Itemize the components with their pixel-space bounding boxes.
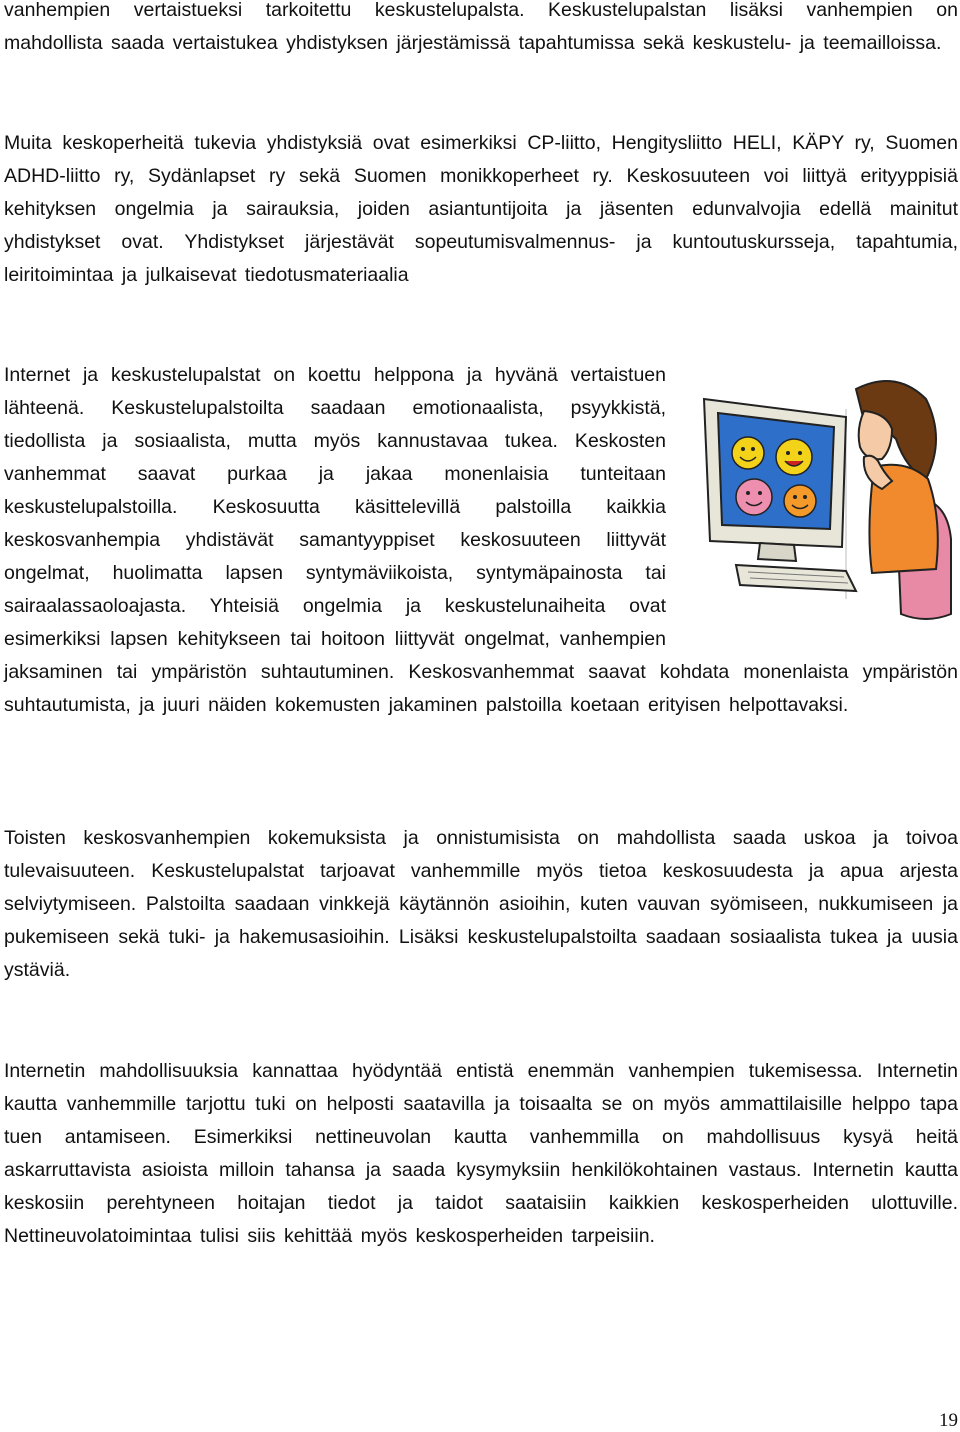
paragraph-4: Toisten keskosvanhempien kokemuksista ja onnistumisista on mahdollista saada uskoa ja toivoa tulevaisuuteen. Keskustelupalstat tarjoavat vanhemmille myös tietoa keskosuudesta ja apua arjesta selviytymiseen. Palstoilta saadaan vinkkejä käytännön asioihin, kuten vauvan syömiseen, nukkumiseen ja pukemiseen sekä tuki- ja hakemusasioihin. Lisäksi keskustelupalstoilta saadaan sosiaalista tukea ja uusia ystäviä. — [4, 827, 958, 981]
page-number: 19 — [939, 1410, 958, 1431]
paragraph-1: vanhempien vertaistueksi tarkoitettu keskustelupalsta. Keskustelupalstan lisäksi vanhempien on mahdollista saada vertaistukea yhdistyksen järjestämissä tapahtumissa sekä keskustelu- ja teemailloissa. — [4, 0, 958, 54]
paragraph-5: Internetin mahdollisuuksia kannattaa hyödyntää entistä enemmän vanhempien tukemisessa. Internetin kautta vanhemmille tarjottu tuki on helposti saatavilla ja toisaalta se on myös ammattilaisille helppo tapa tuen antamiseen. Esimerkiksi nettineuvolan kautta vanhemmilla on mahdollisuus kysyä heitä askarruttavista asioista milloin tahansa ja saada kysymyksiin henkilökohtainen vastaus. Internetin kautta keskosiin perehtyneen hoitajan tiedot ja taidot saataisiin kaikkien keskosperheiden ulottuville. Nettineuvolatoimintaa tulisi siis kehittää myös keskosperheiden tarpeisiin. — [4, 1060, 958, 1247]
paragraph-3: Internet ja keskustelupalstat on koettu helppona ja hyvänä vertaistuen lähteenä. Keskustelupalstoilta saadaan emotionaalista, psyykkistä, tiedollista ja sosiaalista, mutta myös kannustavaa tukea. Keskosten vanhemmat saavat purkaa ja jakaa monenlaisia tunteitaan keskustelupalstoilla. Keskosuutta käsittelevillä palstoilla kaikkia keskosvanhempia yhdistävät samantyyppiset keskosuuteen liittyvät ongelmat, huolimatta lapsen syntymäviikoista, syntymäpainosta tai sairaalassaoloajasta. Yhteisiä ongelmia ja keskustelunaiheita ovat esimerkiksi lapsen kehitykseen tai hoitoon liittyvät ongelmat, vanhempien jaksaminen tai ympäristön suhtautuminen. Keskosvanhemmat saavat kohdata monenlaista ympäristön suhtautumista, ja juuri näiden kokemusten jakaminen palstoilla koetaan erityisen helpottavaksi. — [4, 364, 958, 716]
woman-at-computer-illustration — [696, 369, 958, 624]
paragraph-3-block — [4, 359, 958, 722]
paragraph-2: Muita keskoperheitä tukevia yhdistyksiä ovat esimerkiksi CP-liitto, Hengitysliitto HELI, KÄPY ry, Suomen ADHD-liitto ry, Sydänlapset ry sekä Suomen monikkoperheet ry. Keskosuuteen voi liittyä erityyppisiä kehityksen ongelmia ja sairauksia, joiden asiantuntijoita ja jäsenten edunvalvojia edellä mainitut yhdistykset ovat. Yhdistykset järjestävät sopeutumisvalmennus- ja kuntoutuskursseja, tapahtumia, leiritoimintaa ja julkaisevat tiedotusmateriaalia — [4, 132, 958, 286]
